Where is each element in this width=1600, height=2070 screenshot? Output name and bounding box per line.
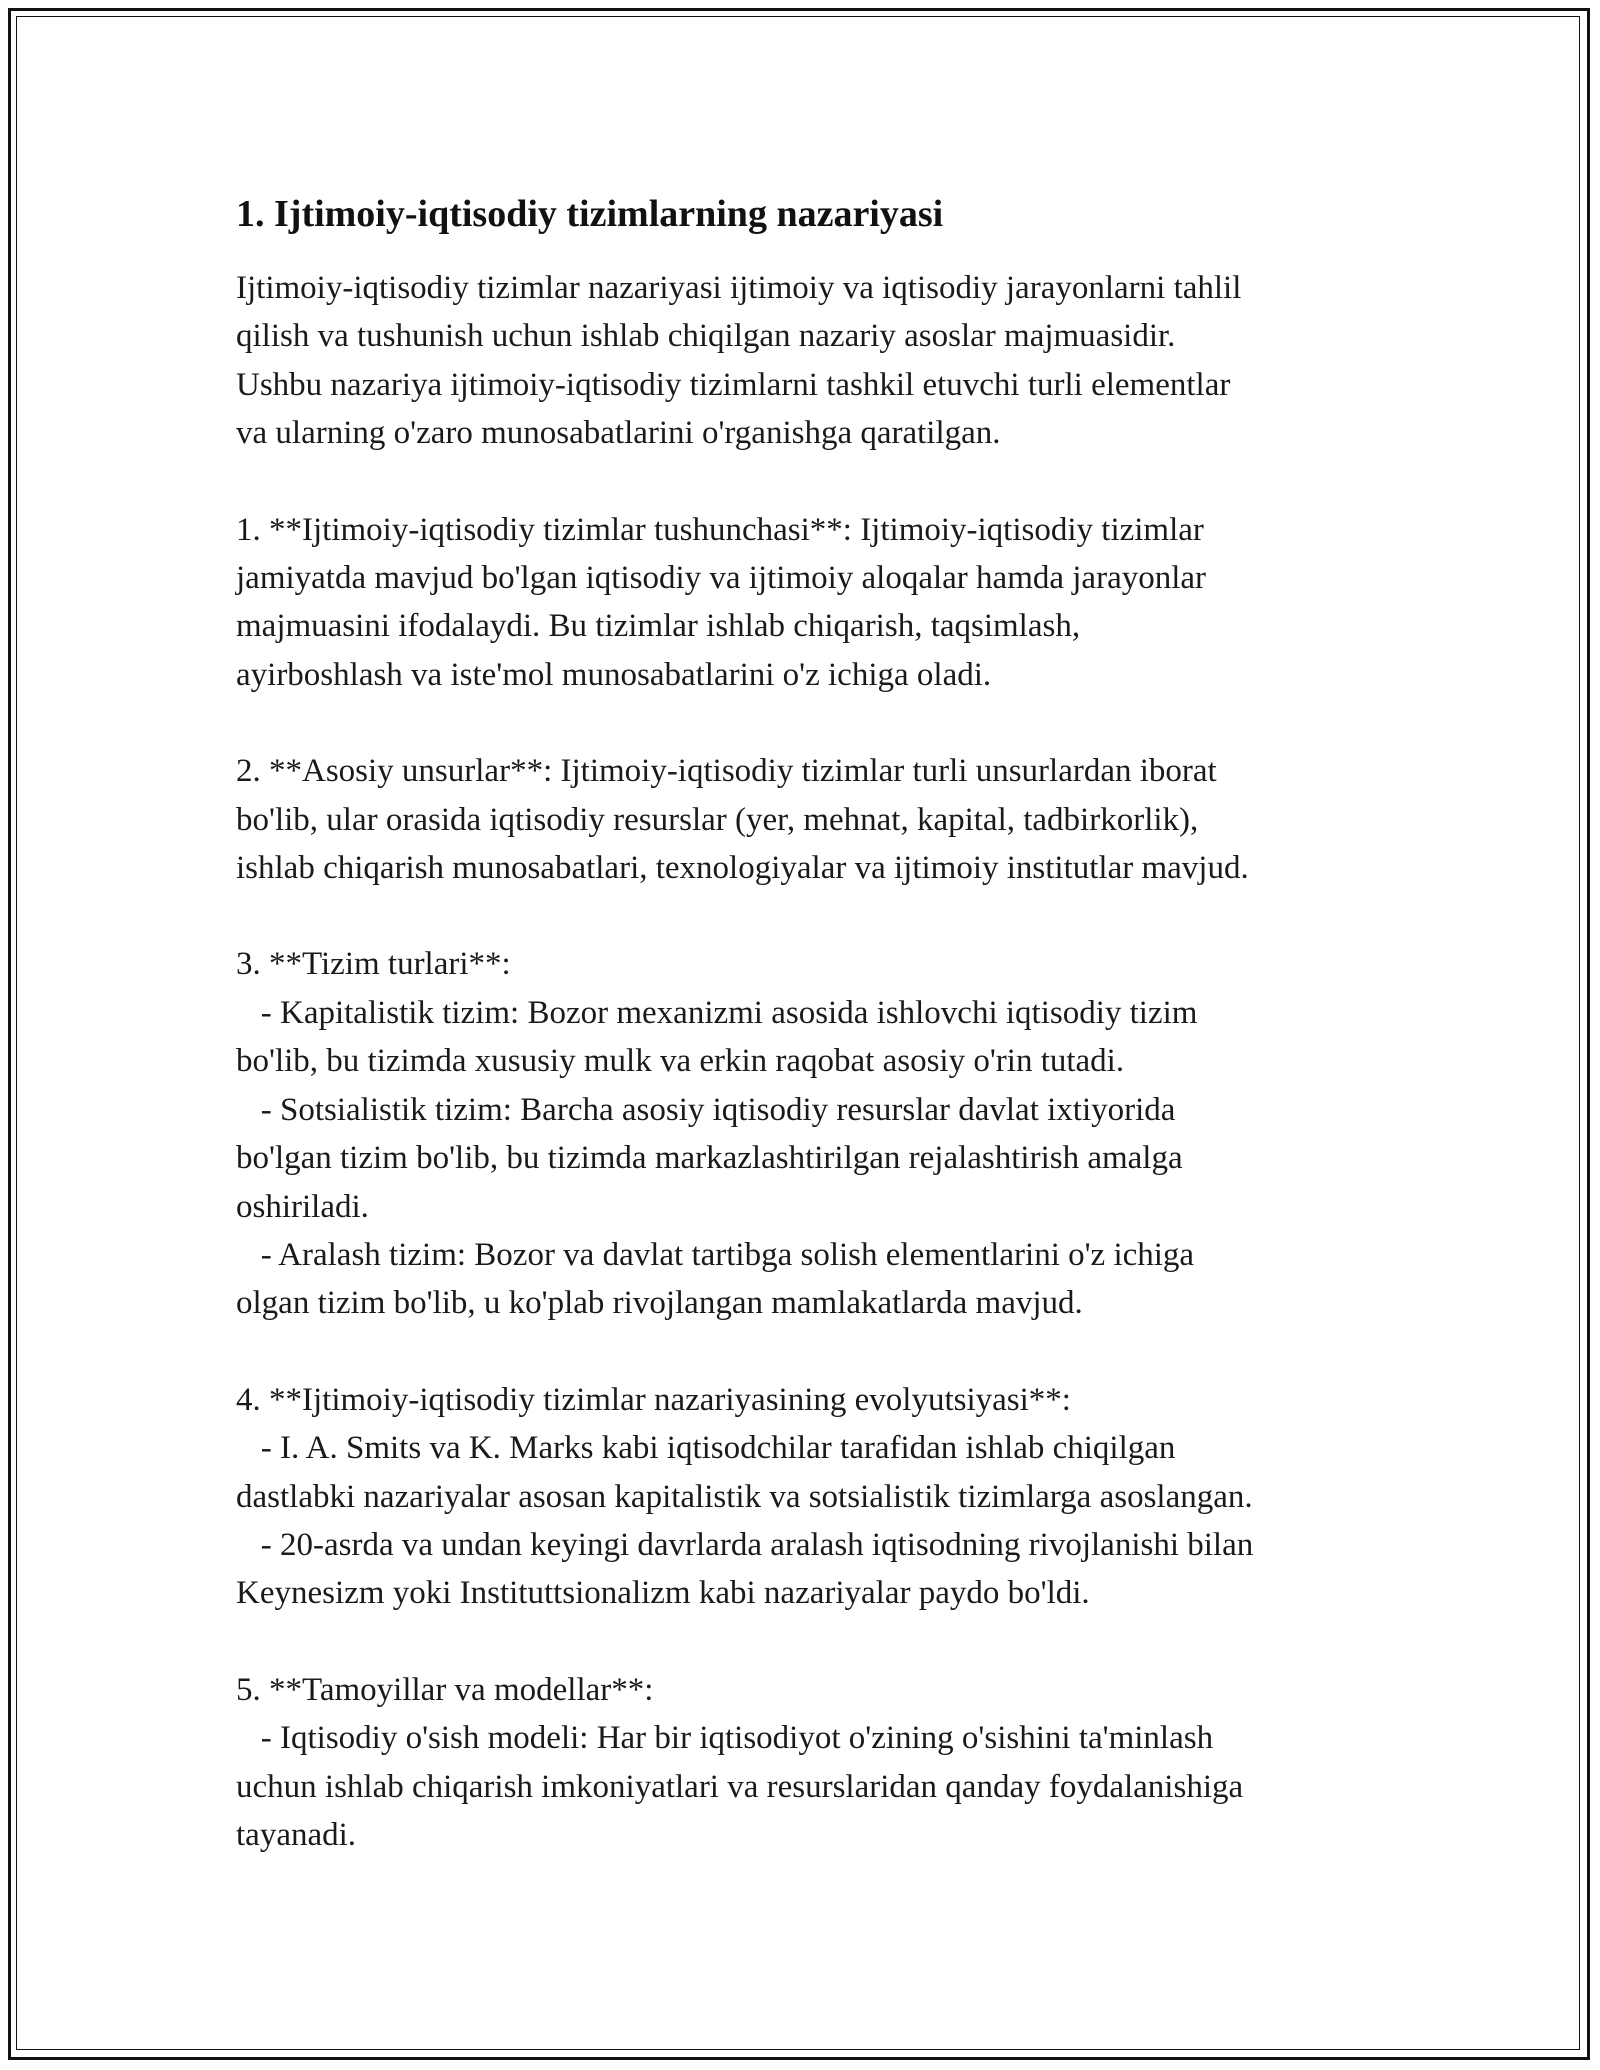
paragraph-gap bbox=[236, 892, 1396, 940]
section-5-paragraph: 5. **Tamoyillar va modellar**: - Iqtisodiy o'sish modeli: Har bir iqtisodiyot o'zining o'sishini ta'minlash uchun ishlab chiqarish imkoniyatlari va resurslaridan qanday foydalanishiga tayanadi. bbox=[236, 1671, 1244, 1853]
section-1-paragraph: 1. **Ijtimoiy-iqtisodiy tizimlar tushunchasi**: Ijtimoiy-iqtisodiy tizimlar jamiyatda mavjud bo'lgan iqtisodiy va ijtimoiy aloqalar hamda jarayonlar majmuasini ifodalaydi. Bu tizimlar ishlab chiqarish, taqsimlash, ayirboshlash va iste'mol munosabatlarini o'z ichiga oladi. bbox=[236, 511, 1207, 693]
section-2-paragraph: 2. **Asosiy unsurlar**: Ijtimoiy-iqtisodiy tizimlar turli unsurlardan iborat bo'lib, ular orasida iqtisodiy resurslar (yer, mehnat, kapital, tadbirkorlik), ishlab chiqarish munosabatlari, texnologiyalar va ijtimoiy institutlar mavjud. bbox=[236, 753, 1249, 887]
paragraph-gap bbox=[236, 1618, 1396, 1666]
document-body bbox=[236, 186, 1396, 1859]
intro-paragraph: Ijtimoiy-iqtisodiy tizimlar nazariyasi ijtimoiy va iqtisodiy jarayonlarni tahlil qilish va tushunish uchun ishlab chiqilgan nazariy asoslar majmuasidir. Ushbu nazariya ijtimoiy-iqtisodiy tizimlarni tashkil etuvchi turli elementlar va ularning o'zaro munosabatlarini o'rganishga qaratilgan. bbox=[236, 270, 1242, 452]
document-title: 1. Ijtimoiy-iqtisodiy tizimlarning nazariyasi bbox=[236, 193, 944, 235]
paragraph-gap bbox=[236, 699, 1396, 747]
paragraph-gap bbox=[236, 458, 1396, 506]
section-3-paragraph: 3. **Tizim turlari**: - Kapitalistik tizim: Bozor mexanizmi asosida ishlovchi iqtisodiy tizim bo'lib, bu tizimda xususiy mulk va erkin raqobat asosiy o'rin tutadi. - Sotsialistik tizim: Barcha asosiy iqtisodiy resurslar davlat ixtiyorida bo'lgan tizim bo'lib, bu tizimda markazlashtirilgan rejalashtirish amalga oshiriladi. - Aralash tizim: Bozor va davlat tartibga solish elementlarini o'z ichiga olgan tizim bo'lib, u ko'plab rivojlangan mamlakatlarda mavjud. bbox=[236, 946, 1198, 1322]
section-4-paragraph: 4. **Ijtimoiy-iqtisodiy tizimlar nazariyasining evolyutsiyasi**: - I. A. Smits va K. Marks kabi iqtisodchilar tarafidan ishlab chiqilgan dastlabki nazariyalar asosan kapitalistik va sotsialistik tizimlarga asoslangan. - 20-asrda va undan keyingi davrlarda aralash iqtisodning rivojlanishi bilan Keynesizm yoki Instituttsionalizm kabi nazariyalar paydo bo'ldi. bbox=[236, 1381, 1254, 1612]
paragraph-gap bbox=[236, 1328, 1396, 1376]
